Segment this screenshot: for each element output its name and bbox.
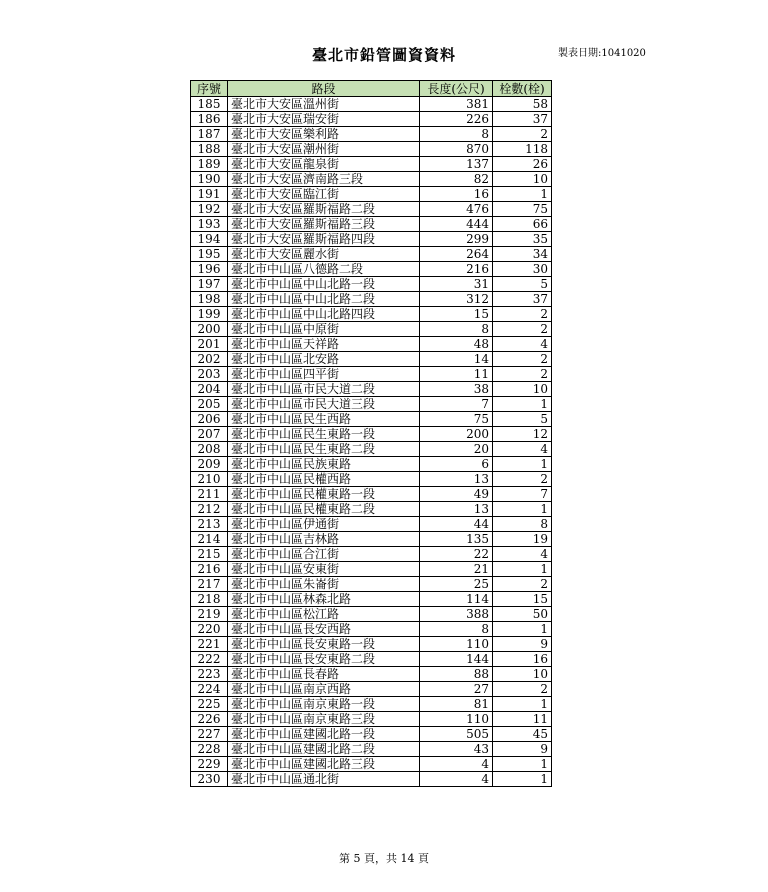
- row-road-section: 臺北市中山區建國北路三段: [228, 757, 420, 772]
- row-serial: 192: [191, 202, 228, 217]
- row-count: 10: [493, 667, 552, 682]
- row-length: 137: [420, 157, 493, 172]
- row-serial: 185: [191, 97, 228, 112]
- report-date: 製表日期:1041020: [558, 48, 646, 59]
- table-row: [191, 322, 552, 337]
- row-serial: 215: [191, 547, 228, 562]
- row-length: 299: [420, 232, 493, 247]
- row-length: 16: [420, 187, 493, 202]
- table-row: [191, 427, 552, 442]
- row-serial: 189: [191, 157, 228, 172]
- row-serial: 222: [191, 652, 228, 667]
- row-length: 6: [420, 457, 493, 472]
- row-serial: 186: [191, 112, 228, 127]
- row-count: 1: [493, 757, 552, 772]
- row-length: 15: [420, 307, 493, 322]
- table-row: [191, 652, 552, 667]
- row-length: 81: [420, 697, 493, 712]
- row-count: 9: [493, 637, 552, 652]
- row-count: 19: [493, 532, 552, 547]
- row-length: 114: [420, 592, 493, 607]
- row-count: 8: [493, 517, 552, 532]
- row-count: 1: [493, 187, 552, 202]
- row-road-section: 臺北市中山區民權東路二段: [228, 502, 420, 517]
- row-road-section: 臺北市大安區麗水街: [228, 247, 420, 262]
- row-count: 66: [493, 217, 552, 232]
- row-road-section: 臺北市中山區建國北路一段: [228, 727, 420, 742]
- row-serial: 226: [191, 712, 228, 727]
- row-count: 26: [493, 157, 552, 172]
- table-row: [191, 547, 552, 562]
- row-road-section: 臺北市中山區中山北路四段: [228, 307, 420, 322]
- row-length: 870: [420, 142, 493, 157]
- table-row: [191, 127, 552, 142]
- row-count: 4: [493, 547, 552, 562]
- row-count: 1: [493, 697, 552, 712]
- table-row: [191, 712, 552, 727]
- table-row: [191, 202, 552, 217]
- row-count: 58: [493, 97, 552, 112]
- row-serial: 203: [191, 367, 228, 382]
- table-row: [191, 502, 552, 517]
- row-count: 11: [493, 712, 552, 727]
- row-road-section: 臺北市中山區南京東路三段: [228, 712, 420, 727]
- row-road-section: 臺北市中山區中山北路二段: [228, 292, 420, 307]
- row-serial: 208: [191, 442, 228, 457]
- table-row: [191, 697, 552, 712]
- row-count: 30: [493, 262, 552, 277]
- row-length: 216: [420, 262, 493, 277]
- row-serial: 190: [191, 172, 228, 187]
- row-length: 8: [420, 322, 493, 337]
- row-length: 505: [420, 727, 493, 742]
- row-serial: 196: [191, 262, 228, 277]
- row-road-section: 臺北市中山區八德路二段: [228, 262, 420, 277]
- row-road-section: 臺北市中山區伊通街: [228, 517, 420, 532]
- row-count: 16: [493, 652, 552, 667]
- row-road-section: 臺北市中山區合江街: [228, 547, 420, 562]
- row-serial: 194: [191, 232, 228, 247]
- row-count: 35: [493, 232, 552, 247]
- row-serial: 228: [191, 742, 228, 757]
- row-length: 7: [420, 397, 493, 412]
- row-count: 1: [493, 457, 552, 472]
- row-serial: 211: [191, 487, 228, 502]
- row-road-section: 臺北市大安區樂利路: [228, 127, 420, 142]
- row-serial: 205: [191, 397, 228, 412]
- row-count: 10: [493, 172, 552, 187]
- row-road-section: 臺北市中山區長安東路一段: [228, 637, 420, 652]
- row-serial: 206: [191, 412, 228, 427]
- row-road-section: 臺北市大安區潮州街: [228, 142, 420, 157]
- row-count: 15: [493, 592, 552, 607]
- row-road-section: 臺北市中山區吉林路: [228, 532, 420, 547]
- row-serial: 219: [191, 607, 228, 622]
- row-count: 2: [493, 322, 552, 337]
- row-road-section: 臺北市中山區朱崙街: [228, 577, 420, 592]
- table-row: [191, 727, 552, 742]
- row-count: 5: [493, 412, 552, 427]
- row-count: 1: [493, 502, 552, 517]
- row-count: 1: [493, 562, 552, 577]
- table-row: [191, 592, 552, 607]
- row-length: 4: [420, 757, 493, 772]
- row-serial: 191: [191, 187, 228, 202]
- row-count: 2: [493, 352, 552, 367]
- row-length: 31: [420, 277, 493, 292]
- table-row: [191, 517, 552, 532]
- row-length: 20: [420, 442, 493, 457]
- row-length: 226: [420, 112, 493, 127]
- row-road-section: 臺北市中山區天祥路: [228, 337, 420, 352]
- row-serial: 195: [191, 247, 228, 262]
- row-length: 11: [420, 367, 493, 382]
- row-count: 75: [493, 202, 552, 217]
- table-row: [191, 142, 552, 157]
- row-length: 476: [420, 202, 493, 217]
- row-road-section: 臺北市中山區長安東路二段: [228, 652, 420, 667]
- table-row: [191, 232, 552, 247]
- row-road-section: 臺北市大安區濟南路三段: [228, 172, 420, 187]
- row-serial: 229: [191, 757, 228, 772]
- row-count: 2: [493, 472, 552, 487]
- row-serial: 218: [191, 592, 228, 607]
- row-count: 1: [493, 622, 552, 637]
- row-length: 444: [420, 217, 493, 232]
- header-serial: 序號: [191, 81, 228, 97]
- row-length: 135: [420, 532, 493, 547]
- row-count: 10: [493, 382, 552, 397]
- table-row: [191, 457, 552, 472]
- row-count: 2: [493, 577, 552, 592]
- row-serial: 204: [191, 382, 228, 397]
- row-serial: 193: [191, 217, 228, 232]
- row-road-section: 臺北市中山區民權東路一段: [228, 487, 420, 502]
- row-road-section: 臺北市中山區市民大道二段: [228, 382, 420, 397]
- table-row: [191, 562, 552, 577]
- table-row: [191, 532, 552, 547]
- row-count: 37: [493, 112, 552, 127]
- row-road-section: 臺北市大安區瑞安街: [228, 112, 420, 127]
- row-count: 2: [493, 127, 552, 142]
- row-serial: 217: [191, 577, 228, 592]
- row-road-section: 臺北市中山區長安西路: [228, 622, 420, 637]
- row-count: 2: [493, 367, 552, 382]
- table-row: [191, 367, 552, 382]
- row-length: 4: [420, 772, 493, 787]
- table-header-row: [191, 81, 552, 97]
- row-road-section: 臺北市中山區安東街: [228, 562, 420, 577]
- table-row: [191, 97, 552, 112]
- row-length: 21: [420, 562, 493, 577]
- row-road-section: 臺北市大安區溫州街: [228, 97, 420, 112]
- row-road-section: 臺北市中山區四平街: [228, 367, 420, 382]
- table-row: [191, 307, 552, 322]
- row-count: 1: [493, 397, 552, 412]
- header-road-section: 路段: [228, 81, 420, 97]
- row-length: 388: [420, 607, 493, 622]
- row-serial: 213: [191, 517, 228, 532]
- row-road-section: 臺北市大安區羅斯福路四段: [228, 232, 420, 247]
- row-length: 144: [420, 652, 493, 667]
- row-serial: 221: [191, 637, 228, 652]
- table-row: [191, 172, 552, 187]
- table-row: [191, 772, 552, 787]
- row-serial: 216: [191, 562, 228, 577]
- row-serial: 198: [191, 292, 228, 307]
- row-count: 9: [493, 742, 552, 757]
- row-count: 37: [493, 292, 552, 307]
- page-number: 第 5 頁，共 14 頁: [339, 852, 429, 865]
- row-count: 2: [493, 307, 552, 322]
- row-length: 44: [420, 517, 493, 532]
- row-serial: 209: [191, 457, 228, 472]
- row-serial: 207: [191, 427, 228, 442]
- row-serial: 188: [191, 142, 228, 157]
- row-road-section: 臺北市大安區龍泉街: [228, 157, 420, 172]
- row-serial: 210: [191, 472, 228, 487]
- row-length: 49: [420, 487, 493, 502]
- row-count: 1: [493, 772, 552, 787]
- row-road-section: 臺北市中山區市民大道三段: [228, 397, 420, 412]
- table-row: [191, 397, 552, 412]
- row-road-section: 臺北市大安區羅斯福路二段: [228, 202, 420, 217]
- row-length: 25: [420, 577, 493, 592]
- row-length: 200: [420, 427, 493, 442]
- row-length: 13: [420, 502, 493, 517]
- row-serial: 220: [191, 622, 228, 637]
- row-count: 50: [493, 607, 552, 622]
- row-length: 8: [420, 622, 493, 637]
- table-row: [191, 412, 552, 427]
- row-road-section: 臺北市大安區臨江街: [228, 187, 420, 202]
- table-row: [191, 262, 552, 277]
- table-row: [191, 247, 552, 262]
- row-length: 48: [420, 337, 493, 352]
- row-count: 4: [493, 442, 552, 457]
- row-road-section: 臺北市中山區民生西路: [228, 412, 420, 427]
- row-count: 7: [493, 487, 552, 502]
- header-length: 長度(公尺): [420, 81, 493, 97]
- table-row: [191, 742, 552, 757]
- row-length: 43: [420, 742, 493, 757]
- document-title: 臺北市鉛管圖資資料: [311, 46, 456, 64]
- row-road-section: 臺北市大安區羅斯福路三段: [228, 217, 420, 232]
- table-row: [191, 487, 552, 502]
- header-count: 栓數(栓): [493, 81, 552, 97]
- table-row: [191, 187, 552, 202]
- row-serial: 230: [191, 772, 228, 787]
- row-length: 381: [420, 97, 493, 112]
- row-length: 75: [420, 412, 493, 427]
- row-road-section: 臺北市中山區中原街: [228, 322, 420, 337]
- table-body: [191, 97, 552, 787]
- row-road-section: 臺北市中山區南京東路一段: [228, 697, 420, 712]
- row-serial: 201: [191, 337, 228, 352]
- lead-pipe-table: [190, 80, 552, 787]
- row-serial: 224: [191, 682, 228, 697]
- row-length: 110: [420, 637, 493, 652]
- row-road-section: 臺北市中山區通北街: [228, 772, 420, 787]
- row-road-section: 臺北市中山區民生東路二段: [228, 442, 420, 457]
- table-row: [191, 292, 552, 307]
- row-length: 110: [420, 712, 493, 727]
- table-row: [191, 337, 552, 352]
- row-road-section: 臺北市中山區中山北路一段: [228, 277, 420, 292]
- table-row: [191, 217, 552, 232]
- row-serial: 214: [191, 532, 228, 547]
- row-serial: 202: [191, 352, 228, 367]
- table-row: [191, 157, 552, 172]
- row-serial: 199: [191, 307, 228, 322]
- table-row: [191, 112, 552, 127]
- row-road-section: 臺北市中山區民族東路: [228, 457, 420, 472]
- row-road-section: 臺北市中山區建國北路二段: [228, 742, 420, 757]
- table-row: [191, 352, 552, 367]
- row-serial: 212: [191, 502, 228, 517]
- row-count: 2: [493, 682, 552, 697]
- table-row: [191, 382, 552, 397]
- row-road-section: 臺北市中山區林森北路: [228, 592, 420, 607]
- row-serial: 187: [191, 127, 228, 142]
- table-row: [191, 442, 552, 457]
- row-length: 82: [420, 172, 493, 187]
- row-road-section: 臺北市中山區民權西路: [228, 472, 420, 487]
- row-road-section: 臺北市中山區南京西路: [228, 682, 420, 697]
- row-serial: 197: [191, 277, 228, 292]
- row-length: 27: [420, 682, 493, 697]
- row-length: 264: [420, 247, 493, 262]
- row-length: 88: [420, 667, 493, 682]
- row-road-section: 臺北市中山區松江路: [228, 607, 420, 622]
- table-row: [191, 637, 552, 652]
- row-road-section: 臺北市中山區長春路: [228, 667, 420, 682]
- row-length: 38: [420, 382, 493, 397]
- table-row: [191, 472, 552, 487]
- row-count: 4: [493, 337, 552, 352]
- row-road-section: 臺北市中山區民生東路一段: [228, 427, 420, 442]
- row-count: 118: [493, 142, 552, 157]
- row-road-section: 臺北市中山區北安路: [228, 352, 420, 367]
- row-length: 8: [420, 127, 493, 142]
- row-serial: 225: [191, 697, 228, 712]
- row-length: 312: [420, 292, 493, 307]
- table-row: [191, 682, 552, 697]
- table-row: [191, 607, 552, 622]
- table-row: [191, 277, 552, 292]
- row-serial: 200: [191, 322, 228, 337]
- row-serial: 227: [191, 727, 228, 742]
- table-row: [191, 667, 552, 682]
- table-row: [191, 757, 552, 772]
- table-row: [191, 622, 552, 637]
- row-serial: 223: [191, 667, 228, 682]
- row-length: 14: [420, 352, 493, 367]
- row-count: 12: [493, 427, 552, 442]
- table-row: [191, 577, 552, 592]
- row-length: 22: [420, 547, 493, 562]
- row-count: 5: [493, 277, 552, 292]
- row-count: 34: [493, 247, 552, 262]
- row-count: 45: [493, 727, 552, 742]
- row-length: 13: [420, 472, 493, 487]
